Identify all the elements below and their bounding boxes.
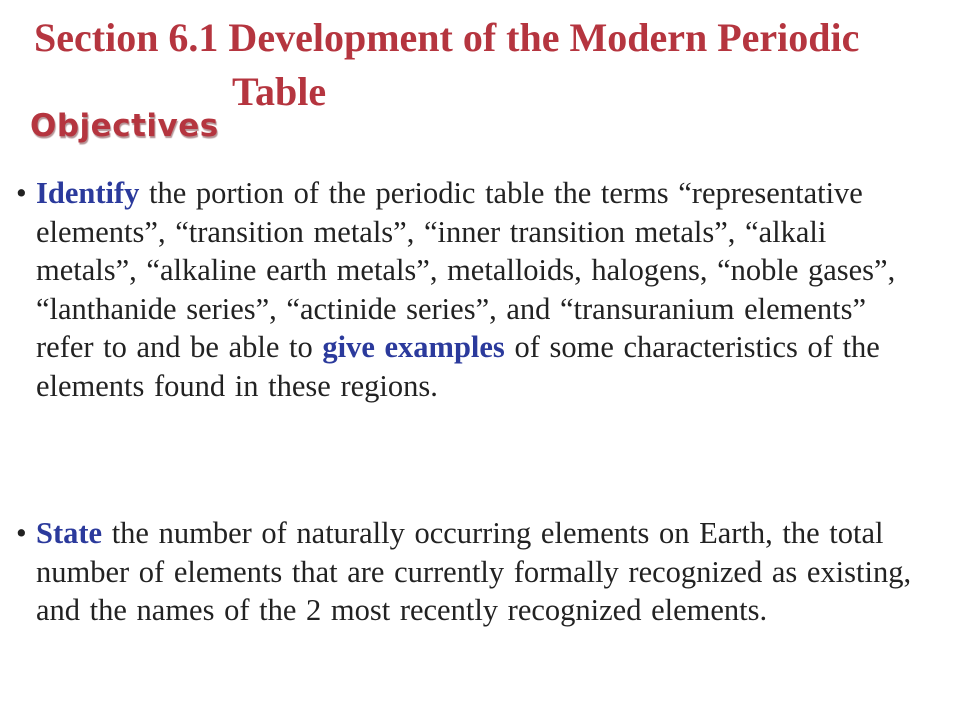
objective-body: of some characteristics of the elements found in these regions. [36,330,880,403]
slide-title-line-1: Section 6.1 Development of the Modern Periodic [34,15,860,60]
objective-item-2 [16,514,932,630]
bullet-marker: • [16,516,27,550]
bullet-marker: • [16,176,27,210]
action-verb: Identify [36,176,140,210]
objective-text [36,174,932,405]
objective-text [36,514,932,630]
objective-body: the number of naturally occurring elements on Earth, the total number of elements that are currently formally recognized as existing, and the names of the 2 most recently recognized elements. [36,516,912,627]
slide-title-line-2: Table [232,69,327,114]
action-verb: give examples [322,330,505,364]
objective-body: the portion of the periodic table the terms “representative elements”, “transition metals”, “inner transition metals”, “alkali metals”, “alkaline earth metals”, metalloids, halogens, “noble gases”, “lanthanide series”, “actinide series”, and “transuranium elements” refer to and be able to [36,176,896,364]
action-verb: State [36,516,103,550]
objectives-heading: Objectives [30,108,219,144]
objective-item-1 [16,174,932,405]
